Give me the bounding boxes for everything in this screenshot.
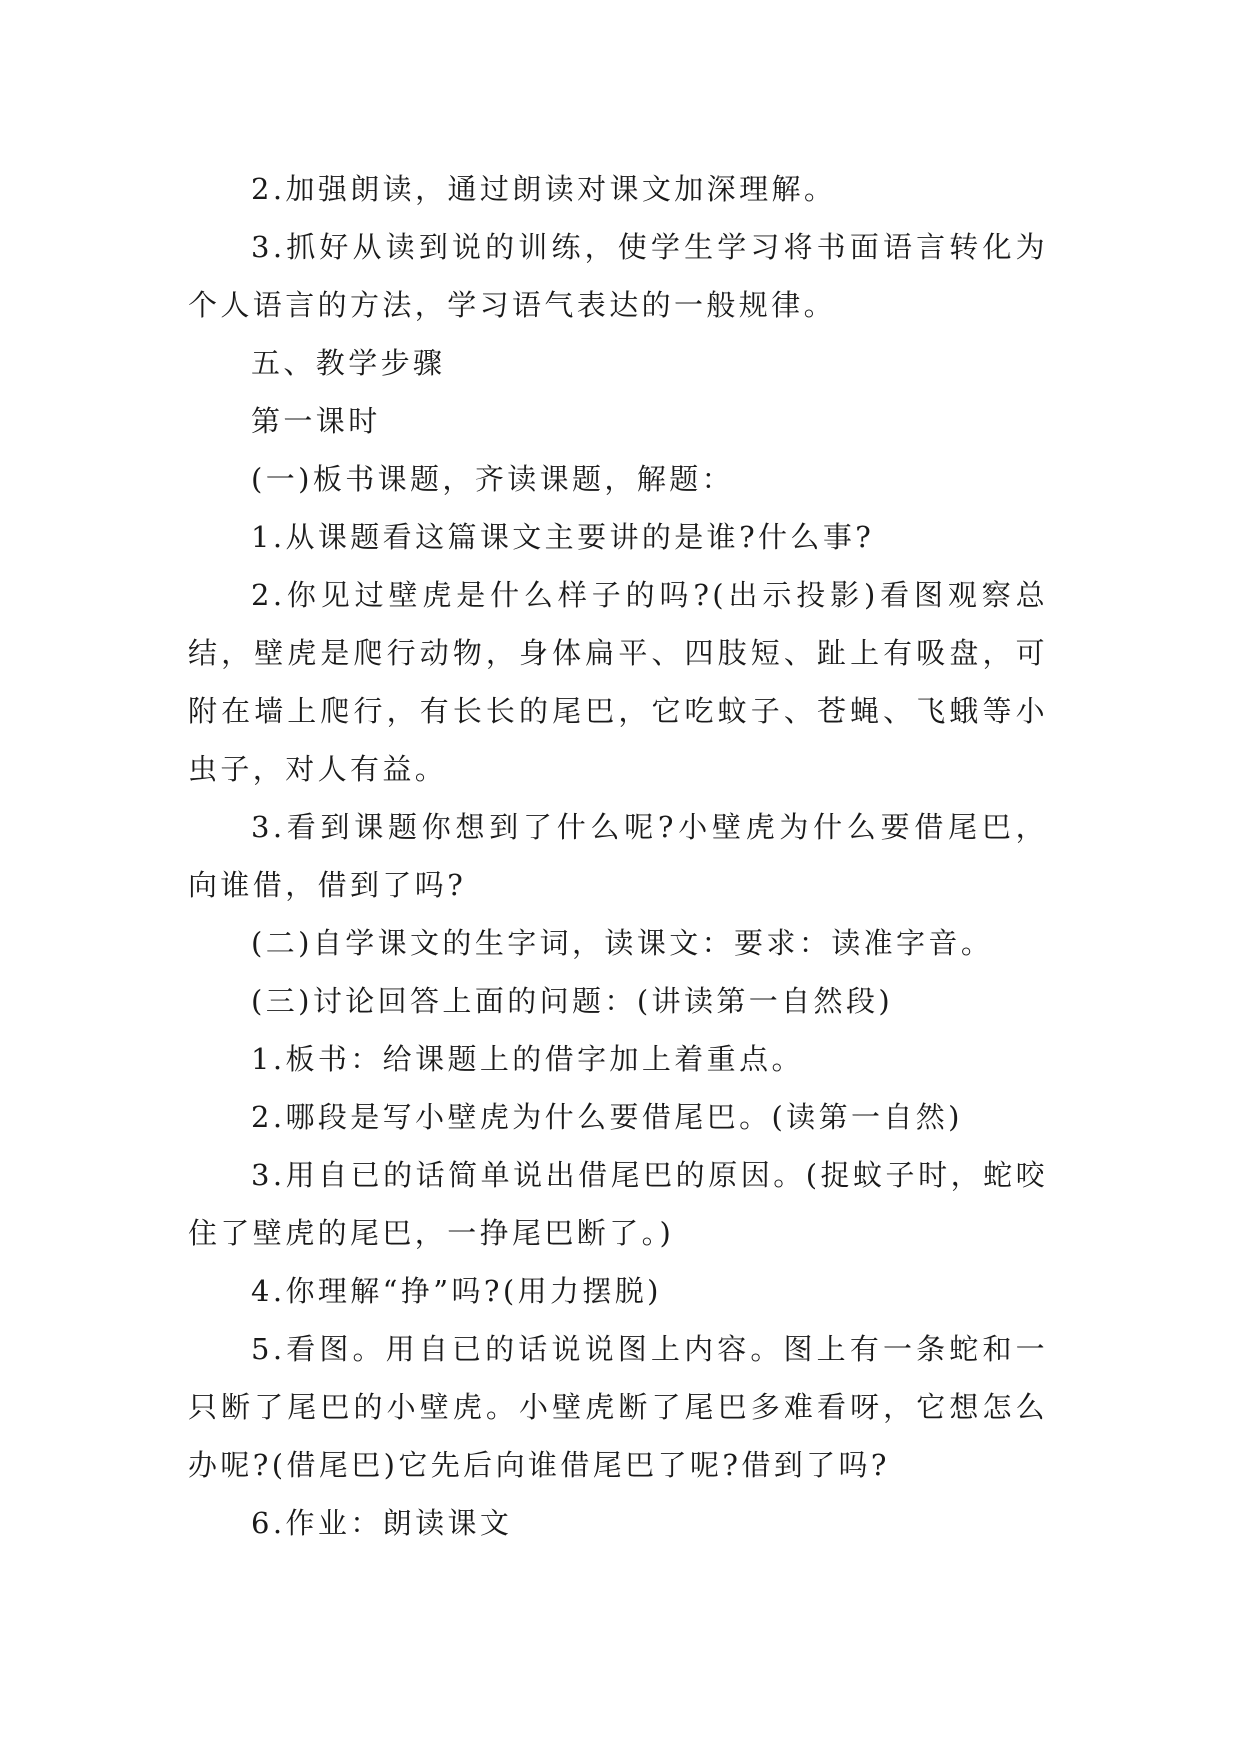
paragraph: 4.你理解“挣”吗?(用力摆脱): [251, 1274, 662, 1308]
paragraph: 2.加强朗读，通过朗读对课文加深理解。: [251, 172, 837, 206]
paragraph: 1.从课题看这篇课文主要讲的是谁?什么事?: [251, 520, 875, 554]
paragraph: 2.你见过壁虎是什么样子的吗?(出示投影)看图观察总结，壁虎是爬行动物，身体扁平、四肢短、趾上有吸盘，可附在墙上爬行，有长长的尾巴，它吃蚊子、苍蝇、飞蛾等小虫子，对人有益。: [188, 578, 1048, 786]
paragraph: 3.用自已的话简单说出借尾巴的原因。(捉蚊子时，蛇咬住了壁虎的尾巴，一挣尾巴断了。): [188, 1158, 1048, 1250]
paragraph: 3.抓好从读到说的训练，使学生学习将书面语言转化为个人语言的方法，学习语气表达的一般规律。: [188, 230, 1048, 322]
paragraph: (一)板书课题，齐读课题，解题：: [251, 462, 735, 496]
section-heading: 五、教学步骤: [251, 346, 446, 380]
lesson-heading: 第一课时: [251, 404, 381, 438]
paragraph: 2.哪段是写小壁虎为什么要借尾巴。(读第一自然): [251, 1100, 963, 1134]
document-body: [188, 160, 1048, 1552]
paragraph: (三)讨论回答上面的问题：(讲读第一自然段): [251, 984, 894, 1018]
paragraph: 3.看到课题你想到了什么呢?小壁虎为什么要借尾巴，向谁借，借到了吗?: [188, 810, 1048, 902]
paragraph: 5.看图。用自已的话说说图上内容。图上有一条蛇和一只断了尾巴的小壁虎。小壁虎断了尾巴多难看呀，它想怎么办呢?(借尾巴)它先后向谁借尾巴了呢?借到了吗?: [188, 1332, 1048, 1482]
paragraph: (二)自学课文的生字词，读课文：要求：读准字音。: [251, 926, 994, 960]
paragraph: 1.板书：给课题上的借字加上着重点。: [251, 1042, 804, 1076]
paragraph: 6.作业：朗读课文: [251, 1506, 513, 1540]
